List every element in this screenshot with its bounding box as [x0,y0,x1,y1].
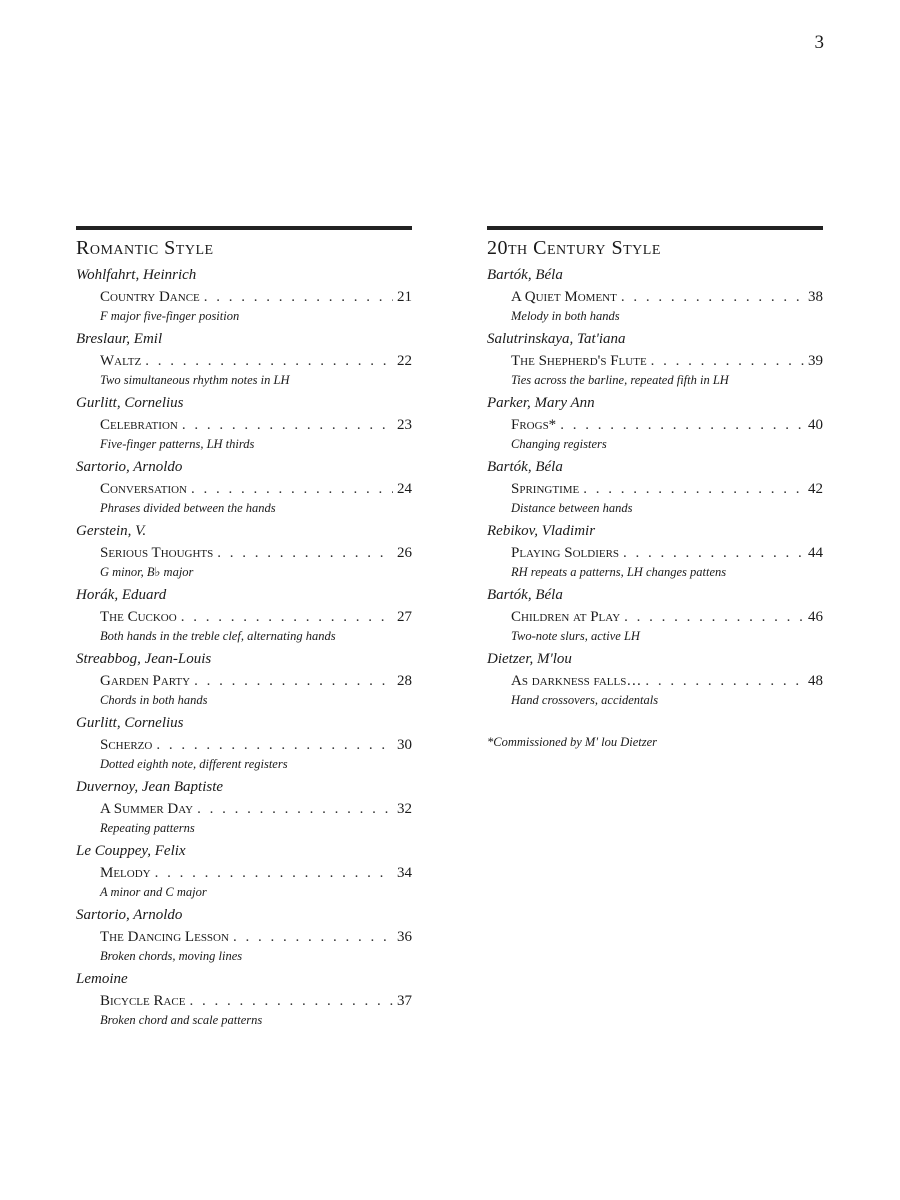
piece-description: Distance between hands [511,501,633,515]
leader-dots [189,990,393,1012]
composer-name: Bartók, Béla [487,267,563,283]
piece-title: Scherzo [100,737,153,753]
toc-entry [76,394,412,453]
toc-entry [76,906,412,965]
page-ref: 28 [397,673,412,689]
toc-entry [76,778,412,837]
toc-entry [487,394,823,453]
piece-title: Waltz [100,353,142,369]
piece-title-line[interactable] [76,926,412,948]
footnote: *Commissioned by M' lou Dietzer [487,735,658,749]
piece-title-line[interactable] [76,670,412,692]
piece-description: A minor and C major [100,885,207,899]
page-ref: 30 [397,737,412,753]
leader-dots [621,286,804,308]
page-ref: 40 [808,417,823,433]
romantic-entry-list [76,266,412,1029]
piece-title-line[interactable] [76,478,412,500]
piece-description: RH repeats a patterns, LH changes pattens [511,565,727,579]
piece-title-line[interactable] [487,414,823,436]
piece-description: Broken chords, moving lines [100,949,243,963]
leader-dots [197,798,393,820]
composer-name: Rebikov, Vladimir [487,523,596,539]
page-ref: 26 [397,545,412,561]
section-heading: 20th Century Style [487,237,661,259]
page-ref: 21 [397,289,412,305]
page-ref: 46 [808,609,823,625]
piece-description: Ties across the barline, repeated fifth in LH [511,373,729,387]
piece-title: As darkness falls… [511,673,642,689]
piece-description: Five-finger patterns, LH thirds [100,437,255,451]
piece-title: Garden Party [100,673,191,689]
piece-description: Chords in both hands [100,693,208,707]
composer-name: Wohlfahrt, Heinrich [76,267,197,283]
piece-description: Melody in both hands [511,309,620,323]
leader-dots [156,734,393,756]
toc-entry [76,522,412,581]
piece-title: Serious Thoughts [100,545,214,561]
leader-dots [155,862,393,884]
toc-entry [487,266,823,325]
toc-entry [76,842,412,901]
piece-title: A Summer Day [100,801,194,817]
piece-description: Phrases divided between the hands [100,501,276,515]
page-ref: 39 [808,353,823,369]
leader-dots [233,926,393,948]
leader-dots [645,670,804,692]
toc-entry [487,458,823,517]
piece-title-line[interactable] [76,606,412,628]
romantic-style-section [76,226,412,1034]
piece-title-line[interactable] [76,350,412,372]
piece-title: Country Dance [100,289,200,305]
leader-dots [624,606,804,628]
leader-dots [623,542,804,564]
piece-title: The Dancing Lesson [100,929,229,945]
piece-description: F major five-finger position [100,309,240,323]
page-ref: 24 [397,481,412,497]
composer-name: Bartók, Béla [487,587,563,603]
piece-description: Broken chord and scale patterns [100,1013,263,1027]
toc-entry [76,650,412,709]
leader-dots [560,414,804,436]
composer-name: Lemoine [76,971,128,987]
leader-dots [194,670,393,692]
toc-entry [487,650,823,709]
piece-title-line[interactable] [487,606,823,628]
composer-name: Gurlitt, Cornelius [76,395,184,411]
composer-name: Le Couppey, Felix [76,843,186,859]
page-ref: 34 [397,865,412,881]
page-number: 3 [814,32,824,53]
piece-description: Repeating patterns [100,821,195,835]
piece-title: Children at Play [511,609,621,625]
toc-entry [76,266,412,325]
composer-name: Breslaur, Emil [76,331,163,347]
piece-title-line[interactable] [76,990,412,1012]
leader-dots [583,478,804,500]
toc-entry [76,970,412,1029]
composer-name: Bartók, Béla [487,459,563,475]
piece-title: Bicycle Race [100,993,186,1009]
page-ref: 27 [397,609,412,625]
piece-title: The Cuckoo [100,609,177,625]
page-ref: 22 [397,353,412,369]
composer-name: Horák, Eduard [76,587,167,603]
composer-name: Sartorio, Arnoldo [76,907,183,923]
piece-description: Dotted eighth note, different registers [100,757,288,771]
page-ref: 23 [397,417,412,433]
composer-name: Streabbog, Jean-Louis [76,651,212,667]
page-ref: 48 [808,673,823,689]
leader-dots [181,606,393,628]
piece-description: Hand crossovers, accidentals [511,693,659,707]
page-ref: 42 [808,481,823,497]
piece-title-line[interactable] [487,670,823,692]
piece-title-line[interactable] [487,542,823,564]
leader-dots [191,478,393,500]
toc-entry [76,458,412,517]
page-ref: 44 [808,545,823,561]
page-ref: 32 [397,801,412,817]
section-rule [487,226,823,230]
piece-title-line[interactable] [487,286,823,308]
composer-name: Salutrinskaya, Tat'iana [487,331,626,347]
toc-entry [76,714,412,773]
twentieth-entry-list [487,266,823,709]
piece-description: G minor, B♭ major [100,565,194,579]
piece-title: Springtime [511,481,580,497]
composer-name: Dietzer, M'lou [487,651,572,667]
piece-title-line[interactable] [76,414,412,436]
page-ref: 38 [808,289,823,305]
piece-title: Playing Soldiers [511,545,620,561]
piece-title: Frogs* [511,417,557,433]
leader-dots [204,286,393,308]
composer-name: Parker, Mary Ann [487,395,595,411]
toc-entry [487,522,823,581]
section-rule [76,226,412,230]
toc-entry [76,330,412,389]
piece-title: Melody [100,865,151,881]
piece-description: Changing registers [511,437,607,451]
piece-title: The Shepherd's Flute [511,353,647,369]
leader-dots [217,542,393,564]
piece-title-line[interactable] [76,286,412,308]
leader-dots [145,350,393,372]
toc-entry [76,586,412,645]
piece-title-line[interactable] [487,478,823,500]
leader-dots [182,414,393,436]
page-ref: 36 [397,929,412,945]
piece-description: Both hands in the treble clef, alternating hands [100,629,336,643]
leader-dots [651,350,804,372]
toc-entry [487,586,823,645]
twentieth-century-style-section [487,226,823,750]
piece-title-line[interactable] [76,798,412,820]
page-ref: 37 [397,993,412,1009]
piece-title-line[interactable] [76,862,412,884]
piece-title-line[interactable] [487,350,823,372]
composer-name: Gerstein, V. [76,523,147,539]
piece-title: A Quiet Moment [511,289,617,305]
composer-name: Sartorio, Arnoldo [76,459,183,475]
section-heading: Romantic Style [76,237,214,259]
piece-description: Two-note slurs, active LH [511,629,640,643]
piece-title: Celebration [100,417,178,433]
composer-name: Gurlitt, Cornelius [76,715,184,731]
composer-name: Duvernoy, Jean Baptiste [76,779,224,795]
piece-title-line[interactable] [76,734,412,756]
piece-description: Two simultaneous rhythm notes in LH [100,373,290,387]
piece-title-line[interactable] [76,542,412,564]
toc-entry [487,330,823,389]
piece-title: Conversation [100,481,188,497]
